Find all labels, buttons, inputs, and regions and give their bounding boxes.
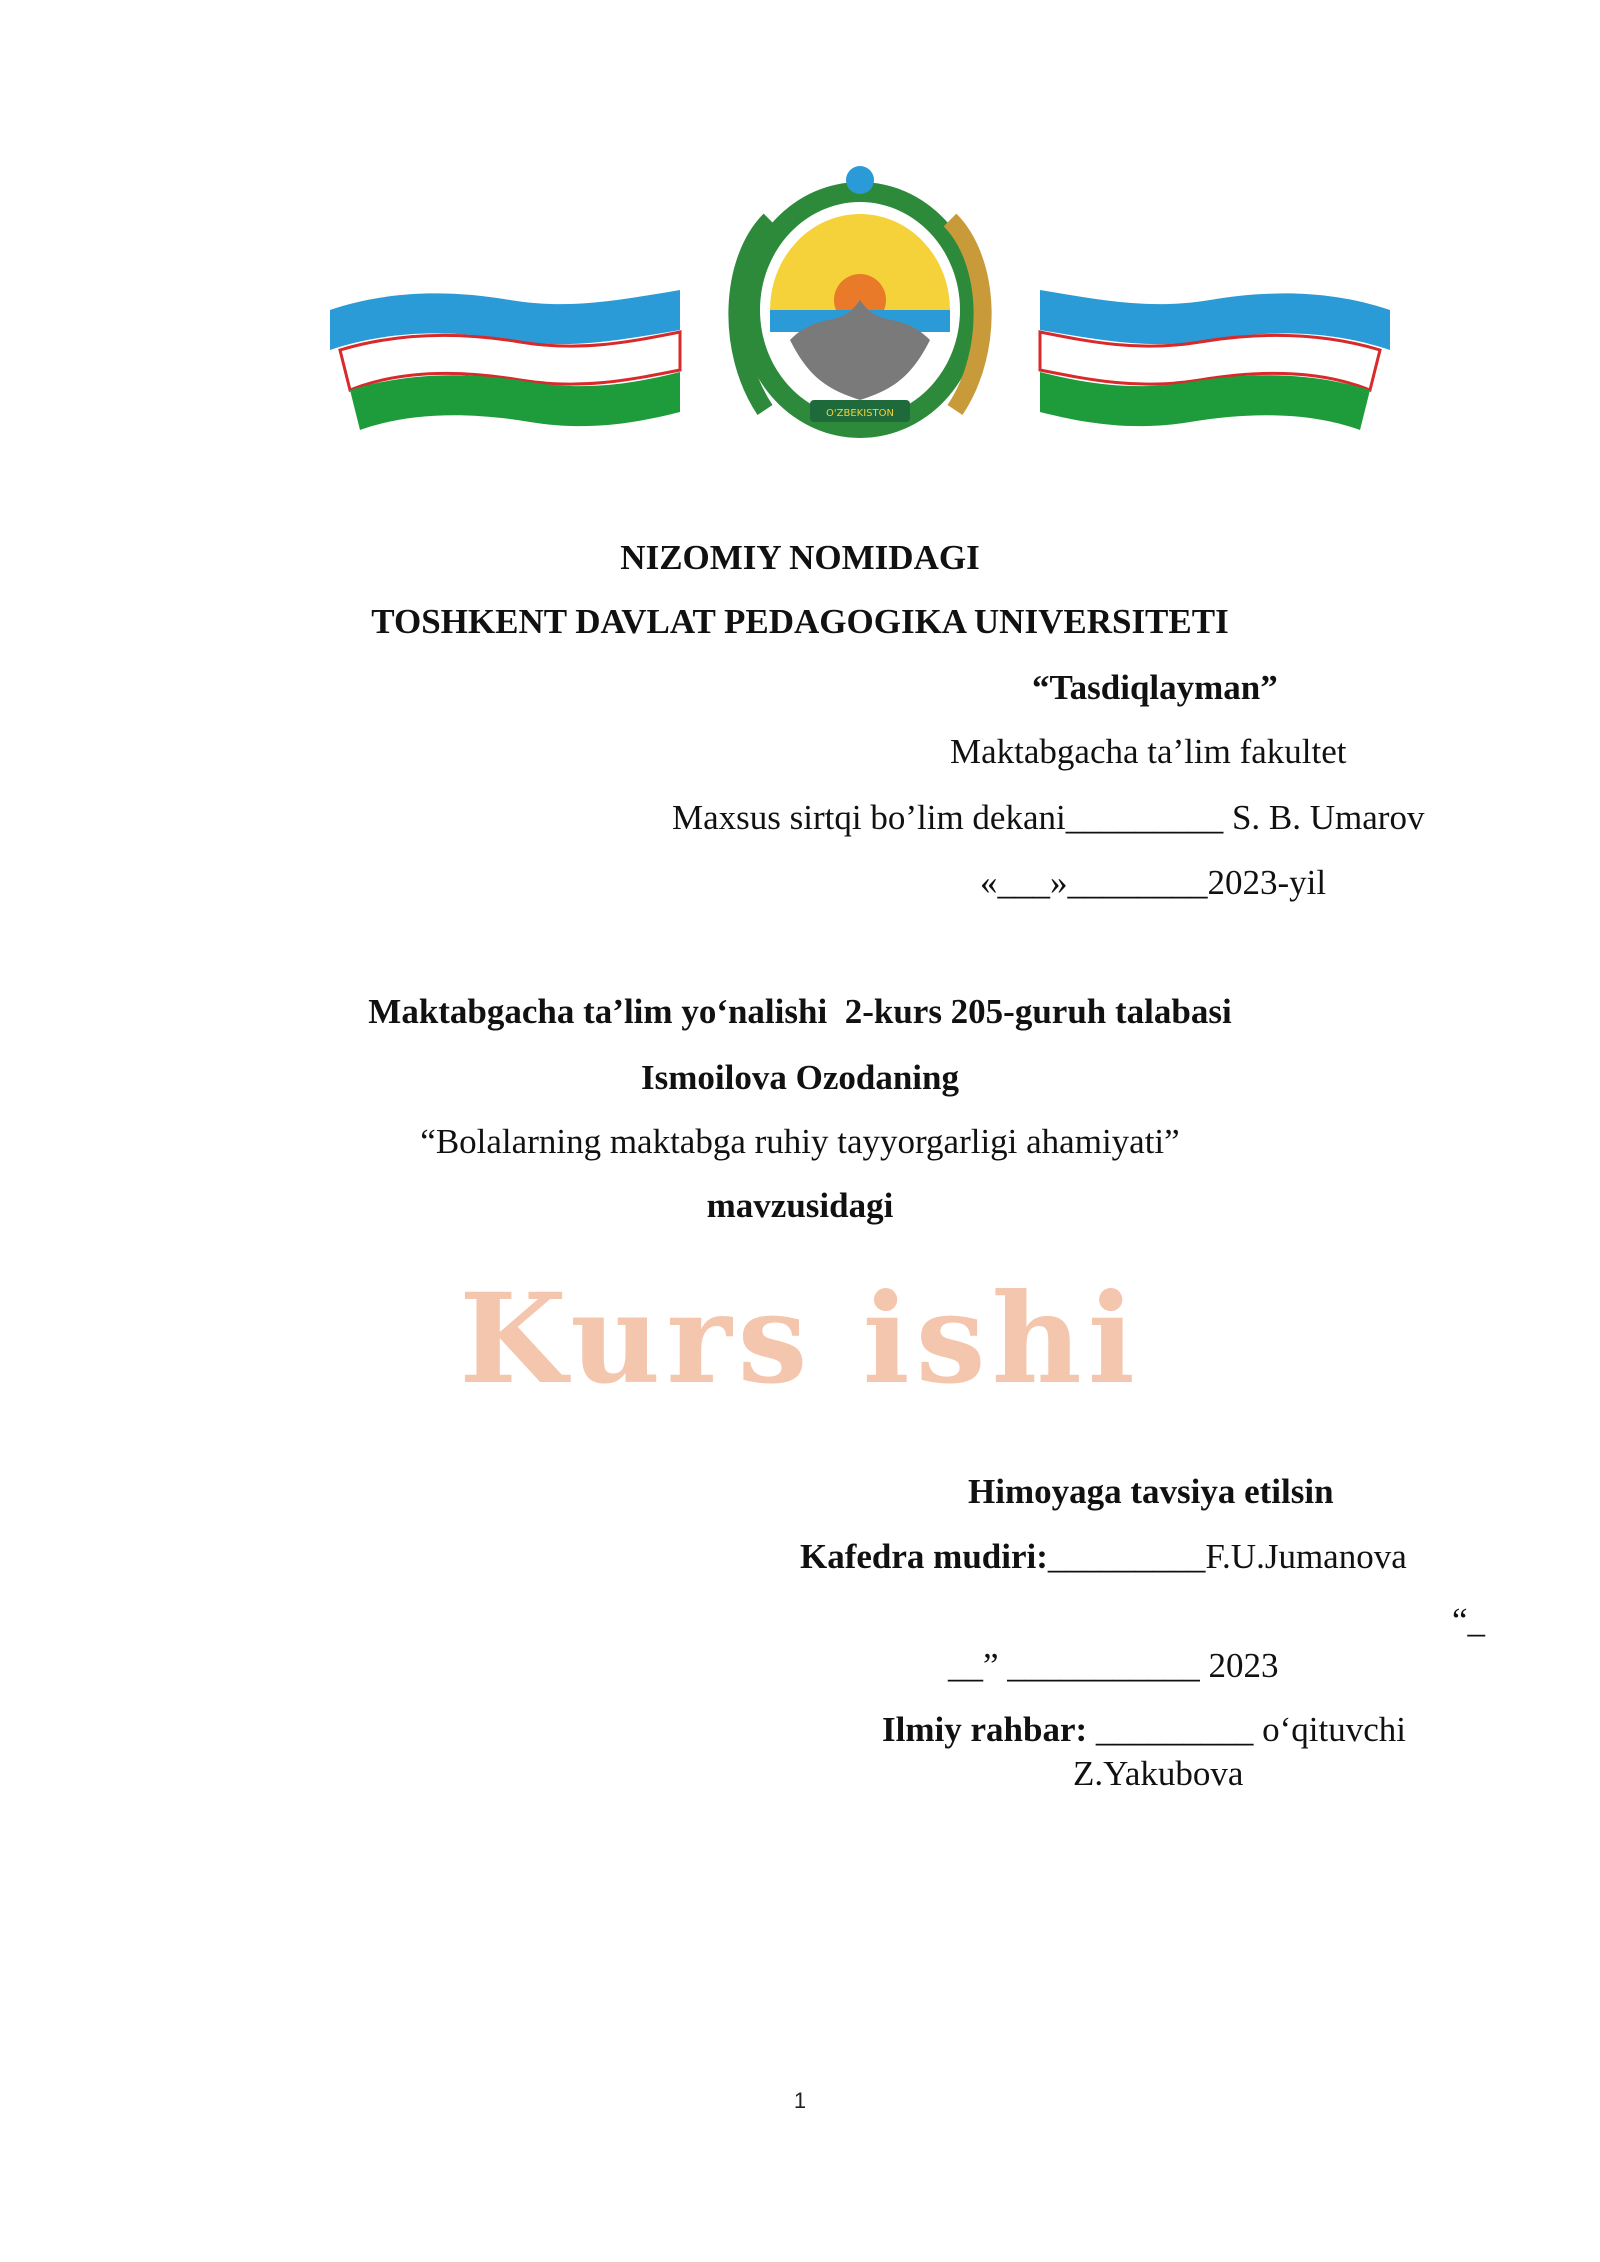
coat-of-arms xyxy=(737,166,982,438)
course-topic: “Bolalarning maktabga ruhiy tayyorgarligi ahamiyati” xyxy=(420,1122,1180,1161)
right-flag-ribbon xyxy=(1040,290,1390,430)
chair-label: Kafedra mudiri: xyxy=(800,1537,1048,1576)
defense-date-open: “_ xyxy=(1452,1601,1486,1640)
dean-signature-line: Maxsus sirtqi bo’lim dekani_________ S. B. Umarov xyxy=(672,798,1425,837)
document-title: Kurs ishi xyxy=(459,1267,1141,1412)
chair-value: _________F.U.Jumanova xyxy=(1047,1537,1407,1576)
advisor-signature-line xyxy=(882,1712,1406,1747)
defense-recommendation: Himoyaga tavsiya etilsin xyxy=(968,1472,1334,1511)
university-name-line2: TOSHKENT DAVLAT PEDAGOGIKA UNIVERSITETI xyxy=(371,602,1229,641)
faculty-name: Maktabgacha ta’lim fakultet xyxy=(950,732,1347,771)
student-name: Ismoilova Ozodaning xyxy=(641,1058,959,1097)
emblem-ribbon-text: O'ZBEKISTON xyxy=(826,408,894,419)
uzbekistan-emblem-icon xyxy=(330,150,1390,450)
advisor-label: Ilmiy rahbar: xyxy=(882,1710,1088,1749)
defense-date: __” ___________ 2023 xyxy=(948,1646,1279,1685)
advisor-name: Z.Yakubova xyxy=(1073,1754,1244,1793)
university-name-line1: NIZOMIY NOMIDAGI xyxy=(620,538,980,577)
approval-date: «___»________2023-yil xyxy=(980,863,1327,902)
left-flag-ribbon xyxy=(330,290,680,430)
student-program-line: Maktabgacha ta’lim yo‘nalishi 2-kurs 205-guruh talabasi xyxy=(368,992,1232,1031)
state-emblem xyxy=(330,150,1390,450)
advisor-value: _________ o‘qituvchi xyxy=(1087,1710,1407,1749)
page-number: 1 xyxy=(793,2088,807,2113)
topic-suffix: mavzusidagi xyxy=(706,1186,894,1225)
chair-signature-line xyxy=(800,1539,1407,1574)
approval-title: “Tasdiqlayman” xyxy=(1032,668,1278,707)
